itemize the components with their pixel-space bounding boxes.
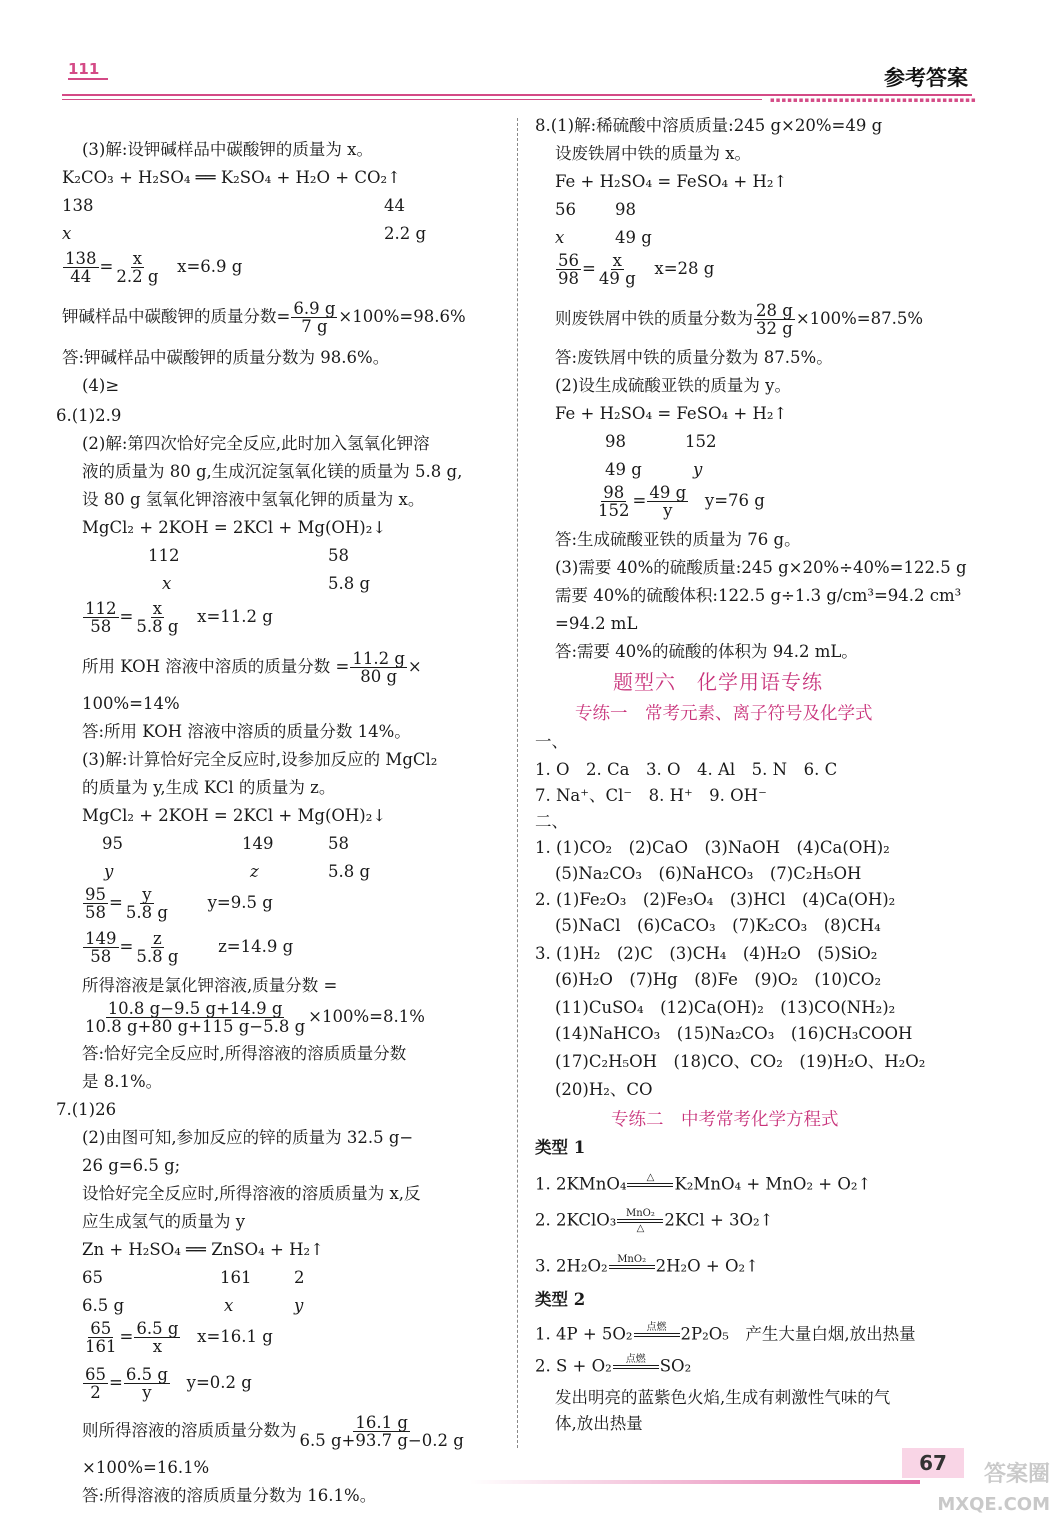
q6-var: y bbox=[104, 862, 114, 881]
answer-line: 3. (1)H₂ (2)C (3)CH₄ (4)H₂O (5)SiO₂ bbox=[535, 944, 878, 963]
q6-solution: 所得溶液是氯化钾溶液,质量分数 = bbox=[82, 976, 338, 995]
q7-proportion: $\frac{65}{2}$ = $\frac{6.5 g}{y}$ y=0.2 g bbox=[85, 1365, 252, 1402]
answer-line: (5)NaCl (6)CaCO₃ (7)K₂CO₃ (8)CH₄ bbox=[555, 916, 881, 935]
answer-line: (11)CuSO₄ (12)Ca(OH)₂ (13)CO(NH₂)₂ bbox=[555, 998, 896, 1017]
q8-text: (2)设生成硫酸亚铁的质量为 y。 bbox=[555, 376, 791, 395]
header-rule-thin bbox=[62, 99, 762, 100]
q8-mass: 56 bbox=[555, 200, 576, 219]
svg-text:111: 111 bbox=[68, 60, 100, 78]
q6-mass: 95 bbox=[102, 834, 123, 853]
q7-percent: 则所得溶液的溶质质量分数为 $\frac{16.1 g}{6.5 g+93.7 g-0.2 g}$ bbox=[82, 1413, 464, 1450]
q5-proportion: $\frac{138}{44}$ = $\frac{x}{2.2 g}$ x=6.9 g bbox=[65, 249, 243, 286]
answer-line: (17)C₂H₅OH (18)CO、CO₂ (19)H₂O、H₂O₂ bbox=[555, 1052, 926, 1071]
q6-mass: 149 bbox=[242, 834, 274, 853]
q7-var: 6.5 g bbox=[82, 1296, 125, 1315]
q8-mass: 98 bbox=[615, 200, 636, 219]
section-subtitle: 专练一 常考元素、离子符号及化学式 bbox=[575, 704, 873, 724]
q8-percent: 则废铁屑中铁的质量分数为 $\frac{28 g}{32 g}$ ×100%=87.5% bbox=[555, 301, 924, 338]
description-line: 发出明亮的蓝紫色火焰,生成有刺激性气味的气 bbox=[555, 1388, 891, 1407]
q8-var: x bbox=[555, 228, 565, 247]
q6-equation: MgCl₂ + 2KOH = 2KCl + Mg(OH)₂↓ bbox=[82, 518, 387, 537]
q6-text: (3)解:计算恰好完全反应时,设参加反应的 MgCl₂ bbox=[82, 750, 438, 769]
q7-text: 应生成氢气的质量为 y bbox=[82, 1212, 246, 1231]
q7-mass: 161 bbox=[220, 1268, 252, 1287]
column-divider bbox=[517, 118, 518, 1448]
watermark: 答案圈 MXQE.COM bbox=[937, 1462, 1050, 1515]
q7-proportion: $\frac{65}{161}$ = $\frac{6.5 g}{x}$ x=16.1 g bbox=[85, 1319, 273, 1356]
q8-var: 49 g bbox=[605, 460, 642, 479]
type-label: 类型 1 bbox=[535, 1138, 586, 1157]
q7-var: y bbox=[294, 1296, 304, 1315]
answer-line: (5)Na₂CO₃ (6)NaHCO₃ (7)C₂H₅OH bbox=[555, 864, 862, 883]
q6-answer: 答:所用 KOH 溶液中溶质的质量分数 14%。 bbox=[82, 722, 411, 741]
footer-rule bbox=[470, 1480, 920, 1484]
q6-var: z bbox=[250, 862, 259, 881]
q7-text: 26 g=6.5 g; bbox=[82, 1156, 181, 1175]
q6-answer: 答:恰好完全反应时,所得溶液的溶质质量分数 bbox=[82, 1044, 407, 1063]
q8-var: y bbox=[693, 460, 703, 479]
header-title: 参考答案 bbox=[884, 66, 968, 90]
q8-answer: 答:需要 40%的硫酸的体积为 94.2 mL。 bbox=[555, 642, 858, 661]
q6-proportion: $\frac{112}{58}$ = $\frac{x}{5.8 g}$ x=11.2 g bbox=[85, 599, 273, 636]
q6-percent-cont: 100%=14% bbox=[82, 694, 180, 713]
q7-answer: 答:所得溶液的溶质质量分数为 16.1%。 bbox=[82, 1486, 377, 1505]
section-subtitle: 专练二 中考常考化学方程式 bbox=[611, 1110, 839, 1130]
part-label: 一、 bbox=[535, 732, 568, 751]
q8-proportion: $\frac{56}{98}$ = $\frac{x}{49 g}$ x=28 g bbox=[558, 251, 715, 288]
q8-equation: Fe + H₂SO₄ = FeSO₄ + H₂↑ bbox=[555, 172, 788, 191]
q6-var: 5.8 g bbox=[328, 862, 371, 881]
q6-part1: 6.(1)2.9 bbox=[56, 406, 122, 425]
q8-mass: 152 bbox=[685, 432, 717, 451]
q7-part1: 7.(1)26 bbox=[56, 1100, 117, 1119]
q7-mass: 65 bbox=[82, 1268, 103, 1287]
page-number: 67 bbox=[902, 1448, 964, 1478]
q8-answer: 答:废铁屑中铁的质量分数为 87.5%。 bbox=[555, 348, 833, 367]
answer-line: (14)NaHCO₃ (15)Na₂CO₃ (16)CH₃COOH bbox=[555, 1024, 913, 1043]
q8-text: (3)需要 40%的硫酸质量:245 g×20%÷40%=122.5 g bbox=[555, 558, 967, 577]
q8-text: 需要 40%的硫酸体积:122.5 g÷1.3 g/cm³=94.2 cm³ bbox=[555, 586, 962, 605]
q6-text: 液的质量为 80 g,生成沉淀氢氧化镁的质量为 5.8 g, bbox=[82, 462, 463, 481]
q6-equation: MgCl₂ + 2KOH = 2KCl + Mg(OH)₂↓ bbox=[82, 806, 387, 825]
equation-line: 3. 2H₂O₂ MnO₂ 2H₂O + O₂↑ bbox=[535, 1254, 759, 1276]
q7-mass: 2 bbox=[294, 1268, 305, 1287]
answer-line: 2. (1)Fe₂O₃ (2)Fe₃O₄ (3)HCl (4)Ca(OH)₂ bbox=[535, 890, 896, 909]
q6-solution-frac: $\frac{10.8 g-9.5 g+14.9 g}{10.8 g+80 g+115 g-5.8 g}$ ×100%=8.1% bbox=[85, 999, 425, 1036]
q7-percent-cont: ×100%=16.1% bbox=[82, 1458, 210, 1477]
q5-var: 2.2 g bbox=[384, 224, 427, 243]
type-label: 类型 2 bbox=[535, 1290, 586, 1309]
q7-equation: Zn + H₂SO₄ ══ ZnSO₄ + H₂↑ bbox=[82, 1240, 324, 1259]
q5-equation: K₂CO₃ + H₂SO₄ ══ K₂SO₄ + H₂O + CO₂↑ bbox=[62, 168, 401, 187]
q8-text: 设废铁屑中铁的质量为 x。 bbox=[555, 144, 752, 163]
q5-mass: 138 bbox=[62, 196, 94, 215]
q8-var: 49 g bbox=[615, 228, 652, 247]
q7-text: (2)由图可知,参加反应的锌的质量为 32.5 g− bbox=[82, 1128, 414, 1147]
q5-mass: 44 bbox=[384, 196, 405, 215]
description-line: 体,放出热量 bbox=[555, 1414, 643, 1433]
q8-mass: 98 bbox=[605, 432, 626, 451]
q5-line: (3)解:设钾碱样品中碳酸钾的质量为 x。 bbox=[82, 140, 373, 159]
answer-line: (20)H₂、CO bbox=[555, 1080, 653, 1099]
q6-answer: 是 8.1%。 bbox=[82, 1072, 163, 1091]
q8-answer: 答:生成硫酸亚铁的质量为 76 g。 bbox=[555, 530, 801, 549]
part-label: 二、 bbox=[535, 812, 568, 831]
q7-var: x bbox=[224, 1296, 234, 1315]
q8-part1: 8.(1)解:稀硫酸中溶质质量:245 g×20%=49 g bbox=[535, 116, 883, 135]
book-logo-icon bbox=[66, 58, 112, 82]
q6-percent: 所用 KOH 溶液中溶质的质量分数 = $\frac{11.2 g}{80 g}$ × bbox=[82, 649, 422, 686]
q8-equation: Fe + H₂SO₄ = FeSO₄ + H₂↑ bbox=[555, 404, 788, 423]
equation-line: 2. S + O₂ 点燃 SO₂ bbox=[535, 1354, 692, 1376]
q7-text: 设恰好完全反应时,所得溶液的溶质质量为 x,反 bbox=[82, 1184, 421, 1203]
equation-line: 1. 4P + 5O₂ 点燃 2P₂O₅ 产生大量白烟,放出热量 bbox=[535, 1322, 916, 1344]
q8-proportion: $\frac{98}{152}$ = $\frac{49 g}{y}$ y=76 g bbox=[598, 483, 765, 520]
q6-var: x bbox=[162, 574, 172, 593]
q6-text: (2)解:第四次恰好完全反应,此时加入氢氧化钾溶 bbox=[82, 434, 430, 453]
q6-var: 5.8 g bbox=[328, 574, 371, 593]
q5-part4: (4)≥ bbox=[82, 376, 120, 395]
answer-line: (6)H₂O (7)Hg (8)Fe (9)O₂ (10)CO₂ bbox=[555, 970, 882, 989]
answer-line: 7. Na⁺、Cl⁻ 8. H⁺ 9. OH⁻ bbox=[535, 786, 767, 805]
q6-proportion: $\frac{149}{58}$ = $\frac{z}{5.8 g}$ z=14.9 g bbox=[85, 929, 294, 966]
q5-var: x bbox=[62, 224, 72, 243]
equation-line: 2. 2KClO₃ MnO₂ △ 2KCl + 3O₂↑ bbox=[535, 1208, 774, 1234]
q6-mass: 58 bbox=[328, 546, 349, 565]
q6-mass: 58 bbox=[328, 834, 349, 853]
equation-line: 1. 2KMnO₄ △ K₂MnO₄ + MnO₂ + O₂↑ bbox=[535, 1172, 872, 1194]
section-title: 题型六 化学用语专练 bbox=[613, 670, 823, 694]
q8-text: =94.2 mL bbox=[555, 614, 638, 633]
q6-proportion: $\frac{95}{58}$ = $\frac{y}{5.8 g}$ y=9.5 g bbox=[85, 885, 273, 922]
q6-mass: 112 bbox=[148, 546, 180, 565]
q6-text: 设 80 g 氢氧化钾溶液中氢氧化钾的质量为 x。 bbox=[82, 490, 425, 509]
q5-percent: 钾碱样品中碳酸钾的质量分数= $\frac{6.9 g}{7 g}$ ×100%=98.6% bbox=[62, 299, 466, 336]
answer-line: 1. O 2. Ca 3. O 4. Al 5. N 6. C bbox=[535, 760, 838, 779]
header-dots: ▪▪▪▪▪▪▪▪▪▪▪▪▪▪▪▪▪▪▪▪▪▪▪▪▪▪▪▪▪▪▪▪▪▪▪▪ bbox=[770, 96, 977, 104]
q5-answer: 答:钾碱样品中碳酸钾的质量分数为 98.6%。 bbox=[62, 348, 390, 367]
answer-line: 1. (1)CO₂ (2)CaO (3)NaOH (4)Ca(OH)₂ bbox=[535, 838, 890, 857]
q6-text: 的质量为 y,生成 KCl 的质量为 z。 bbox=[82, 778, 336, 797]
